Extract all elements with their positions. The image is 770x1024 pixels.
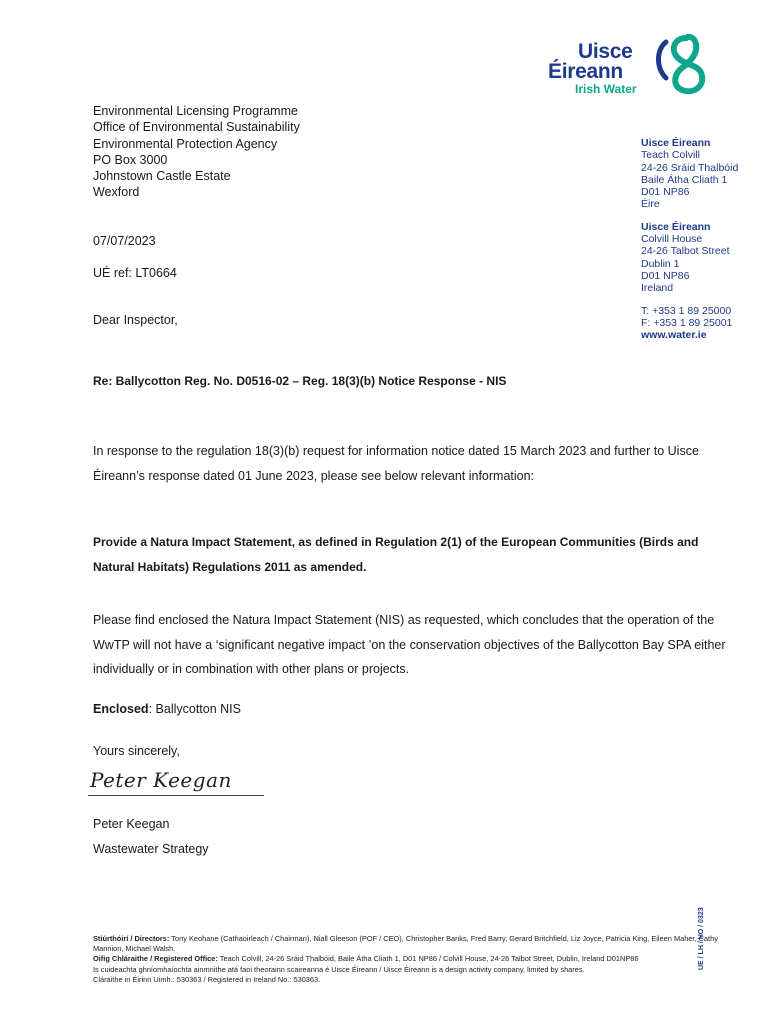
contact-line-english-name: Uisce Éireann xyxy=(641,220,711,233)
footer-registration: Cláraithe in Éirinn Uimh.: 530363 / Registered in Ireland No.: 530363. xyxy=(93,974,321,984)
contact-line-english: 24-26 Talbot Street xyxy=(641,245,730,258)
recipient-line: Johnstown Castle Estate xyxy=(93,169,231,184)
recipient-line: PO Box 3000 xyxy=(93,152,168,167)
body-paragraph-2: Please find enclosed the Natura Impact Statement (NIS) as requested, which concludes that the operation of the WwTP will not have a ‘significant negative impact ’on the conservation objectives of the Ballycotton Bay SPA either individually or in combination with other plans or projects. xyxy=(93,613,726,676)
recipient-line: Environmental Licensing Programme xyxy=(93,104,298,118)
recipient-line: Office of Environmental Sustainability xyxy=(93,120,300,135)
footer-directors-text: Tony Keohane (Cathaoirleach / Chairman), Niall Gleeson (POF / CEO), Christopher Banks, Fred Barry, Gerard Britchfield, Liz Joyce, Patricia King, Eileen Maher, Cathy Mannion, Michael Walsh. xyxy=(93,934,718,954)
information-request: Provide a Natura Impact Statement, as defined in Regulation 2(1) of the European Communities (Birds and Natural Habitats) Regulations 2011 as amended. xyxy=(93,535,699,574)
recipient-line: Wexford xyxy=(93,185,140,200)
sender-contact-block xyxy=(641,137,738,341)
enclosure-line xyxy=(93,702,241,716)
footer-office-label: Oifig Chláraithe / Registered Office: xyxy=(93,954,218,964)
enclosure-value: : Ballycotton NIS xyxy=(148,702,241,716)
recipient-line: Environmental Protection Agency xyxy=(93,136,278,151)
recipient-address xyxy=(93,103,300,201)
footer-office xyxy=(93,954,723,964)
body-paragraph-1: In response to the regulation 18(3)(b) request for information notice dated 15 March 2023 and further to Uisce Éireann’s response dated 01 June 2023, please see below relevant information: xyxy=(93,444,699,483)
document-code-vertical: UE / LH / HO / 0323 xyxy=(698,907,705,970)
contact-line-irish-name: Uisce Éireann xyxy=(641,137,711,149)
logo-word-uisce: Uisce xyxy=(578,40,633,63)
logo-word-eireann: Éireann xyxy=(548,60,623,83)
logo-subtitle: Irish Water xyxy=(575,82,637,96)
subject-line: Re: Ballycotton Reg. No. D0516-02 – Reg. 18(3)(b) Notice Response - NIS xyxy=(93,374,507,388)
footer-company-status: Is cuideachta ghníomhaíochta ainmnithe atá faoi theorainn scaireanna é Uisce Éireann / Uisce Éireann is a design activity company, limited by shares. xyxy=(93,964,585,974)
contact-line-irish: 24-26 Sráid Thalbóid xyxy=(641,161,739,174)
company-footer xyxy=(93,934,723,985)
contact-website-link[interactable]: www.water.ie xyxy=(641,329,707,342)
enclosure-label: Enclosed xyxy=(93,702,149,716)
footer-directors-label: Stiúrthóirí / Directors: xyxy=(93,934,170,943)
contact-line-english: D01 NP86 xyxy=(641,269,690,282)
handwritten-signature xyxy=(88,768,268,802)
contact-line-irish: Teach Colvill xyxy=(641,149,700,162)
salutation: Dear Inspector, xyxy=(93,313,178,327)
contact-line-english: Ireland xyxy=(641,282,674,295)
uisce-eireann-logo xyxy=(548,34,708,98)
contact-line-english: Dublin 1 xyxy=(641,257,680,270)
contact-line-irish: Éire xyxy=(641,198,660,211)
contact-phone: T: +353 1 89 25000 xyxy=(641,304,732,317)
signer-name: Peter Keegan xyxy=(93,817,170,831)
letter-date: 07/07/2023 xyxy=(93,234,156,248)
logo-swirl-icon xyxy=(648,34,708,96)
reference-number: UÉ ref: LT0664 xyxy=(93,266,177,280)
signature-script: Peter Keegan xyxy=(90,768,232,792)
closing: Yours sincerely, xyxy=(93,744,180,758)
contact-line-irish: D01 NP86 xyxy=(641,186,690,199)
signer-role: Wastewater Strategy xyxy=(93,842,209,856)
footer-office-text: Teach Colvill, 24-26 Sráid Thalbóid, Baile Átha Cliath 1, D01 NP86 / Colvill House, 24-26 Talbot Street, Dublin, Ireland D01NP86 xyxy=(217,954,639,964)
contact-fax: F: +353 1 89 25001 xyxy=(641,316,733,329)
signature-line xyxy=(88,795,264,796)
contact-line-irish: Baile Átha Cliath 1 xyxy=(641,173,728,186)
footer-directors xyxy=(93,934,723,954)
contact-line-english: Colvill House xyxy=(641,233,703,246)
